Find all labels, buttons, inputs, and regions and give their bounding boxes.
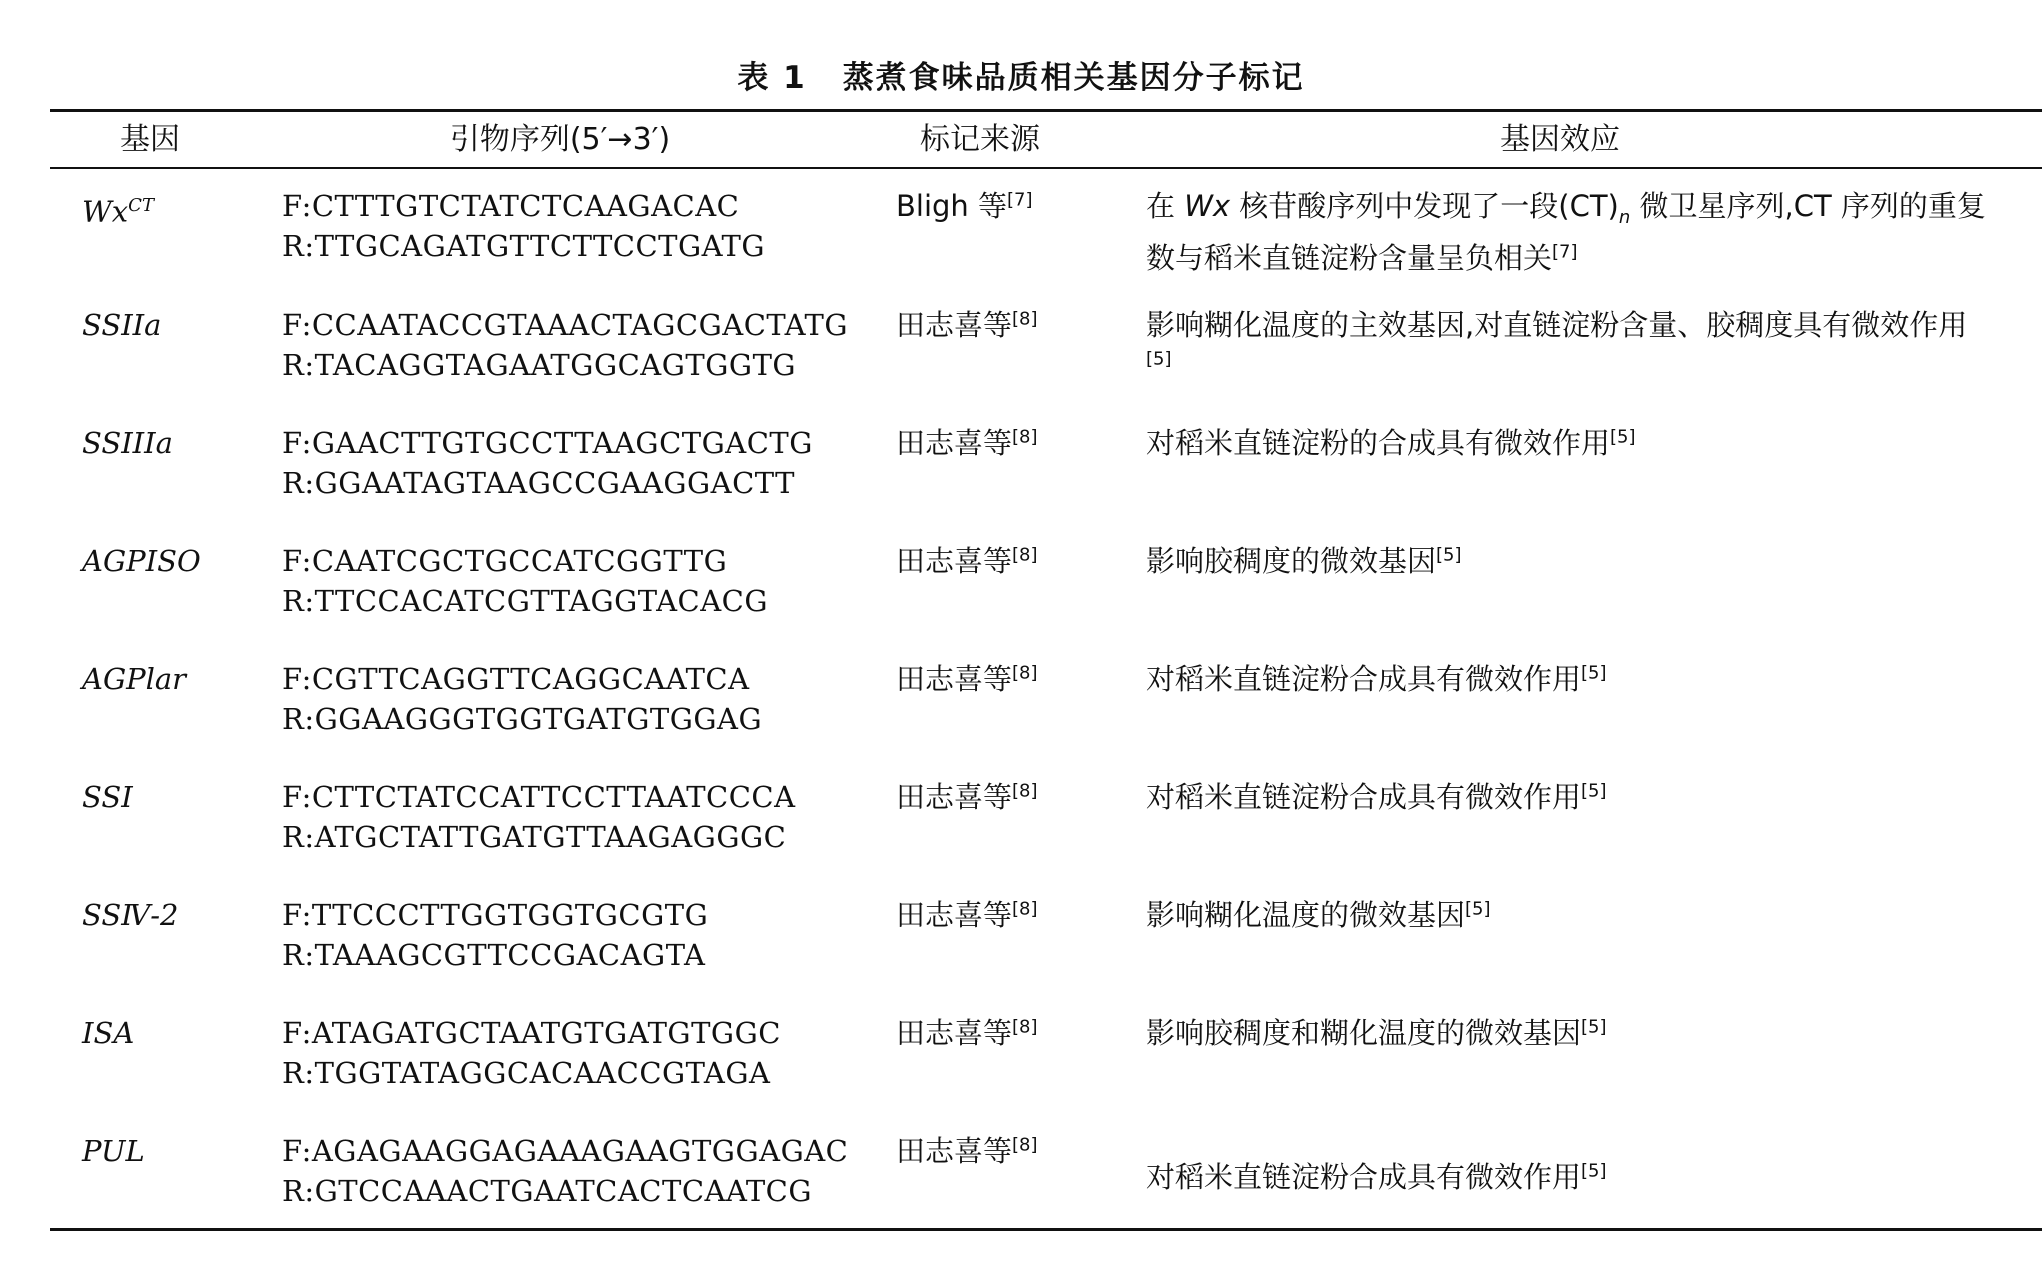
gene-name: PUL (82, 1134, 145, 1168)
top-rule (50, 109, 2042, 112)
primer-sequence (282, 305, 848, 385)
source-label: 田志喜等 (896, 662, 1013, 696)
primer-sequence (282, 1131, 848, 1211)
primer-sequence (282, 659, 762, 739)
reverse-primer: R:GGAATAGTAAGCCGAAGGACTT (282, 466, 796, 500)
citation: [7] (1552, 241, 1578, 263)
table-row (0, 305, 2042, 415)
forward-primer: F:ATAGATGCTAATGTGATGTGGC (282, 1016, 781, 1050)
gene-effect (1146, 541, 1986, 581)
citation: [5] (1146, 348, 1172, 370)
source-label: 田志喜等 (896, 1134, 1013, 1168)
table-row (0, 1131, 2042, 1241)
marker-source (896, 305, 1038, 345)
table-row (0, 186, 2042, 296)
table-title: 蒸煮食味品质相关基因分子标记 (842, 60, 1305, 96)
forward-primer: F:AGAGAAGGAGAAAGAAGTGGAGAC (282, 1134, 849, 1168)
source-label: 田志喜等 (896, 898, 1013, 932)
gene-name: ISA (82, 1016, 135, 1050)
marker-source (896, 186, 1033, 226)
marker-source (896, 895, 1038, 935)
reverse-primer: R:TTCCACATCGTTAGGTACACG (282, 584, 768, 618)
table-caption (0, 52, 2042, 97)
gene-effect (1146, 659, 1986, 699)
gene-effect (1146, 895, 1986, 935)
primer-sequence (282, 895, 708, 975)
gene-name: SSⅣ-2 (82, 898, 179, 932)
citation: [5] (1465, 898, 1491, 920)
citation: [5] (1436, 544, 1462, 566)
gene-effect (1146, 1013, 1986, 1053)
header-source: 标记来源 (920, 122, 1040, 157)
citation: [8] (1012, 1016, 1038, 1038)
effect-text: 影响胶稠度和糊化温度的微效基因 (1146, 1016, 1582, 1050)
table-number: 表 1 (737, 60, 807, 96)
primer-sequence (282, 1013, 781, 1093)
effect-text: 对稻米直链淀粉的合成具有微效作用 (1146, 426, 1611, 460)
marker-source (896, 541, 1038, 581)
source-label: Bligh 等 (896, 189, 1008, 223)
header-effect: 基因效应 (1500, 122, 1620, 157)
table-row (0, 777, 2042, 887)
primer-sequence (282, 186, 765, 266)
gene-name: SSIIa (82, 308, 162, 342)
table-row (0, 659, 2042, 769)
forward-primer: F:CGTTCAGGTTCAGGCAATCA (282, 662, 750, 696)
citation: [7] (1007, 189, 1033, 211)
citation: [8] (1012, 780, 1038, 802)
primer-sequence (282, 777, 796, 857)
forward-primer: F:GAACTTGTGCCTTAAGCTGACTG (282, 426, 813, 460)
gene-name: AGPISO (82, 544, 201, 578)
gene-name: AGPlar (82, 662, 187, 696)
effect-gene-italic: Wx (1184, 189, 1231, 223)
reverse-primer: R:TACAGGTAGAATGGCAGTGGTG (282, 348, 797, 382)
effect-text: 对稻米直链淀粉合成具有微效作用 (1146, 780, 1582, 814)
header-primer: 引物序列(5′→3′) (449, 122, 671, 157)
effect-subscript: n (1618, 206, 1631, 228)
effect-text-pre: 在 (1146, 189, 1185, 223)
gene-effect (1146, 777, 1986, 817)
source-label: 田志喜等 (896, 780, 1013, 814)
effect-text: 对稻米直链淀粉合成具有微效作用 (1146, 1160, 1582, 1194)
gene-effect (1146, 423, 1986, 463)
effect-text: 影响糊化温度的主效基因,对直链淀粉含量、胶稠度具有微效作用 (1146, 308, 1968, 342)
header-rule (50, 167, 2042, 169)
table-row (0, 541, 2042, 651)
citation: [5] (1581, 1160, 1607, 1182)
effect-text-post: 微卫星序列,CT 序列的重复数与稻米直链淀粉含量呈负相关 (1146, 189, 1986, 275)
effect-text: 影响糊化温度的微效基因 (1146, 898, 1466, 932)
source-label: 田志喜等 (896, 426, 1013, 460)
table-row (0, 1013, 2042, 1123)
reverse-primer: R:TTGCAGATGTTCTTCCTGATG (282, 229, 766, 263)
forward-primer: F:CCAATACCGTAAACTAGCGACTATG (282, 308, 849, 342)
marker-source (896, 659, 1038, 699)
reverse-primer: R:TGGTATAGGCACAACCGTAGA (282, 1056, 771, 1090)
gene-label: Wx (82, 194, 129, 229)
bottom-rule (50, 1228, 2042, 1231)
citation: [5] (1581, 1016, 1607, 1038)
citation: [8] (1012, 898, 1038, 920)
source-label: 田志喜等 (896, 544, 1013, 578)
citation: [5] (1581, 662, 1607, 684)
reverse-primer: R:TAAAGCGTTCCGACAGTA (282, 938, 706, 972)
reverse-primer: R:ATGCTATTGATGTTAAGAGGGC (282, 820, 787, 854)
citation: [8] (1012, 308, 1038, 330)
effect-text: 对稻米直链淀粉合成具有微效作用 (1146, 662, 1582, 696)
table-row (0, 895, 2042, 1005)
citation: [8] (1012, 426, 1038, 448)
gene-name: SSⅠ (82, 780, 133, 814)
forward-primer: F:CTTTGTCTATCTCAAGACAC (282, 189, 740, 223)
marker-source (896, 1013, 1038, 1053)
citation: [8] (1012, 544, 1038, 566)
primer-sequence (282, 423, 813, 503)
gene-name: SSIIIa (82, 426, 173, 460)
citation: [5] (1610, 426, 1636, 448)
reverse-primer: R:GGAAGGGTGGTGATGTGGAG (282, 702, 763, 736)
reverse-primer: R:GTCCAAACTGAATCACTCAATCG (282, 1174, 813, 1208)
citation: [5] (1581, 780, 1607, 802)
gene-name (82, 186, 154, 232)
citation: [8] (1012, 1134, 1038, 1156)
marker-source (896, 1131, 1038, 1171)
gene-effect (1146, 186, 1986, 278)
source-label: 田志喜等 (896, 308, 1013, 342)
forward-primer: F:CTTCTATCCATTCCTTAATCCCA (282, 780, 796, 814)
primer-sequence (282, 541, 768, 621)
forward-primer: F:CAATCGCTGCCATCGGTTG (282, 544, 728, 578)
source-label: 田志喜等 (896, 1016, 1013, 1050)
effect-text-mid: 核苷酸序列中发现了一段(CT) (1230, 189, 1619, 223)
marker-source (896, 423, 1038, 463)
citation: [8] (1012, 662, 1038, 684)
forward-primer: F:TTCCCTTGGTGGTGCGTG (282, 898, 709, 932)
gene-effect (1146, 1157, 1986, 1197)
effect-text: 影响胶稠度的微效基因 (1146, 544, 1437, 578)
gene-effect (1146, 305, 1986, 385)
header-gene: 基因 (120, 122, 180, 157)
gene-superscript: CT (128, 195, 154, 216)
marker-source (896, 777, 1038, 817)
table-row (0, 423, 2042, 533)
